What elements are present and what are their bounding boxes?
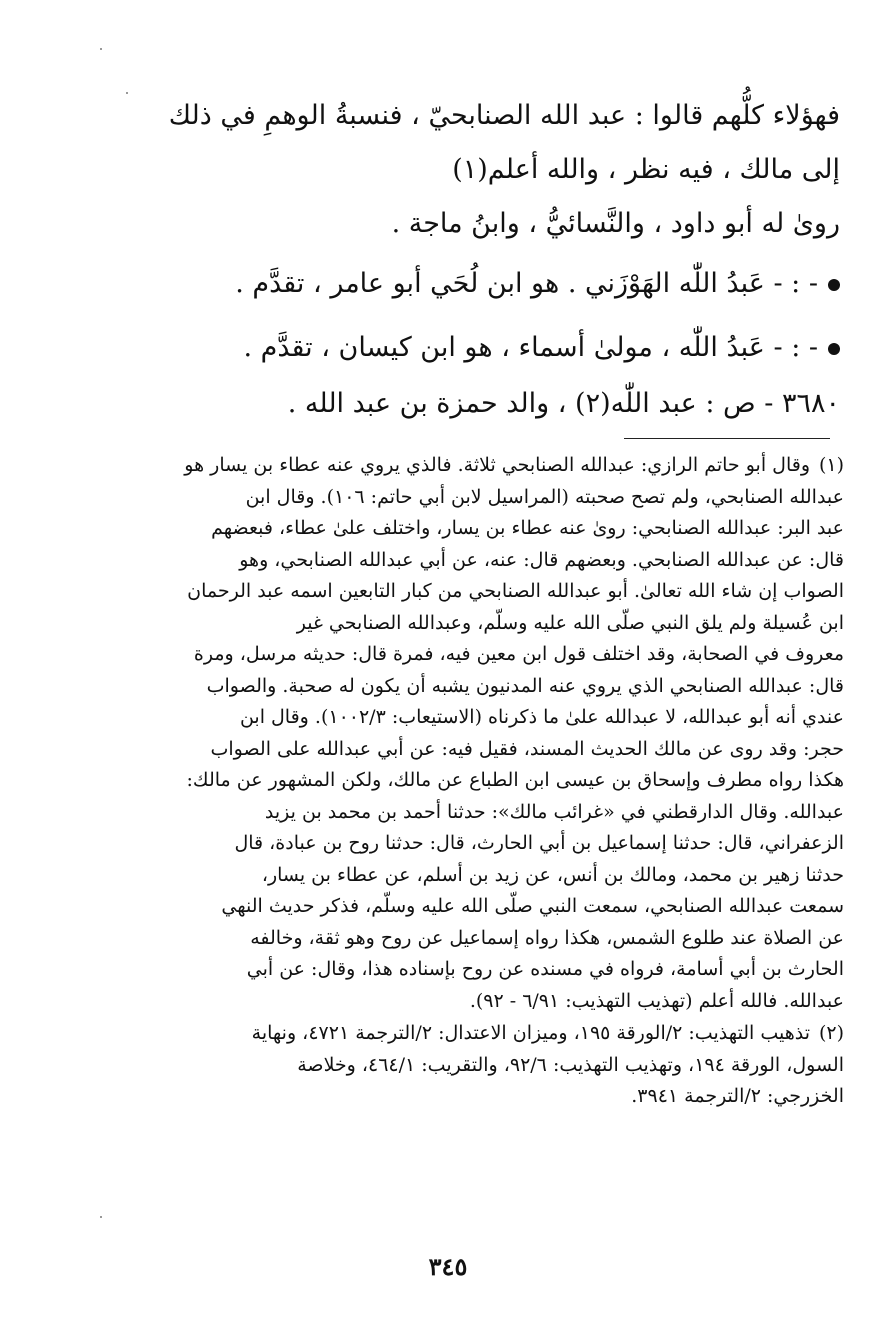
- scan-speck: [100, 48, 102, 50]
- footnote-line: عبدالله. فالله أعلم (تهذيب التهذيب: ٦/٩١ - ٩٢).: [469, 989, 844, 1012]
- footnote-line: تذهيب التهذيب: ٢/الورقة ١٩٥، وميزان الاعتدال: ٢/الترجمة ٤٧٢١، ونهاية: [251, 1022, 810, 1044]
- main-line: فهؤلاء كلُّهم قالوا : عبد الله الصنابحيّ ، فنسبةُ الوهمِ في ذلك: [168, 100, 840, 131]
- main-line: روىٰ له أبو داود ، والنَّسائيُّ ، وابنُ ماجة .: [391, 208, 840, 239]
- entry-text: - : - عَبدُ اللّٰه الهَوْزَني . هو ابن لُحَي أبو عامر ، تقدَّم .: [235, 268, 818, 299]
- main-line: إلى مالك ، فيه نظر ، والله أعلم(١): [452, 154, 840, 185]
- page-number: ٣٤٥: [428, 1252, 468, 1281]
- footnote-line: السول، الورقة ١٩٤، وتهذيب التهذيب: ٩٢/٦، والتقريب: ٤٦٤/١، وخلاصة: [297, 1053, 844, 1076]
- footnote-line: معروف في الصحابة، وقد اختلف قول ابن معين فيه، فمرة قال: حديثه مرسل، ومرة: [193, 643, 844, 665]
- footnote-line: قال: عن عبدالله الصنابحي. وبعضهم قال: عنه، عن أبي عبدالله الصنابحي، وهو: [239, 548, 844, 571]
- entry-heading: ٣٦٨٠ - ص : عبد اللّٰه(٢) ، والد حمزة بن عبد الله .: [287, 388, 840, 419]
- entry-line: [243, 334, 840, 361]
- scan-speck: [126, 92, 128, 94]
- footnote-line: عبدالله الصنابحي، ولم تصح صحبته (المراسيل لابن أبي حاتم: ١٠٦). وقال ابن: [245, 485, 844, 508]
- footnote-line: الزعفراني، قال: حدثنا إسماعيل بن أبي الحارث، قال: حدثنا روح بن عبادة، قال: [234, 832, 844, 854]
- footnote-marker: (٢): [818, 1022, 844, 1044]
- footnote-line: عبد البر: عبدالله الصنابحي: روىٰ عنه عطاء بن يسار، واختلف علىٰ عطاء، فبعضهم: [211, 517, 844, 539]
- footnote-line: هكذا رواه مطرف وإسحاق بن عيسى ابن الطباع عن مالك، ولكن المشهور عن مالك:: [186, 769, 844, 791]
- footnote-line: عن الصلاة عند طلوع الشمس، هكذا رواه إسماعيل عن روح وهو ثقة، وخالفه: [250, 926, 844, 949]
- footnote-line: حجر: وقد روى عن مالك الحديث المسند، فقيل فيه: عن أبي عبدالله على الصواب: [210, 737, 844, 760]
- footnote-2: [124, 1018, 844, 1113]
- bullet-icon: [828, 279, 840, 291]
- footnote-1: [124, 450, 844, 1017]
- footnote-line: حدثنا زهير بن محمد، ومالك بن أنس، عن زيد بن أسلم، عن عطاء بن يسار،: [261, 863, 844, 886]
- footnote-line: الخزرجي: ٢/الترجمة ٣٩٤١.: [631, 1085, 844, 1107]
- footnote-divider: [624, 438, 830, 439]
- footnote-line: وقال أبو حاتم الرازي: عبدالله الصنابحي ثلاثة. فالذي يروي عنه عطاء بن يسار هو: [184, 454, 810, 476]
- footnote-line: سمعت عبدالله الصنابحي، سمعت النبي صلّى الله عليه وسلّم، فذكر حديث النهي: [221, 895, 844, 917]
- footnote-line: قال: عبدالله الصنابحي الذي يروي عنه المدنيون يشبه أن يكون له صحبة. والصواب: [206, 674, 844, 697]
- bullet-icon: [828, 343, 840, 355]
- entry-line: [235, 270, 840, 297]
- entry-text: - : - عَبدُ اللّٰه ، مولىٰ أسماء ، هو ابن كيسان ، تقدَّم .: [243, 332, 818, 363]
- footnote-line: عندي أنه أبو عبدالله، لا عبدالله علىٰ ما ذكرناه (الاستيعاب: ١٠٠٢/٣). وقال ابن: [239, 706, 844, 728]
- scan-speck: [100, 1216, 102, 1218]
- footnote-line: الصواب إن شاء الله تعالىٰ. أبو عبدالله الصنابحي من كبار التابعين اسمه عبد الرحمان: [187, 580, 844, 602]
- footnote-line: عبدالله. وقال الدارقطني في «غرائب مالك»: حدثنا أحمد بن محمد بن يزيد: [264, 800, 844, 823]
- footnote-marker: (١): [818, 454, 844, 476]
- footnote-line: الحارث بن أبي أسامة، فرواه في مسنده عن روح بإسناده هذا، وقال: عن أبي: [246, 958, 844, 980]
- footnote-line: ابن عُسيلة ولم يلق النبي صلّى الله عليه وسلّم، وعبدالله الصنابحي غير: [296, 611, 844, 634]
